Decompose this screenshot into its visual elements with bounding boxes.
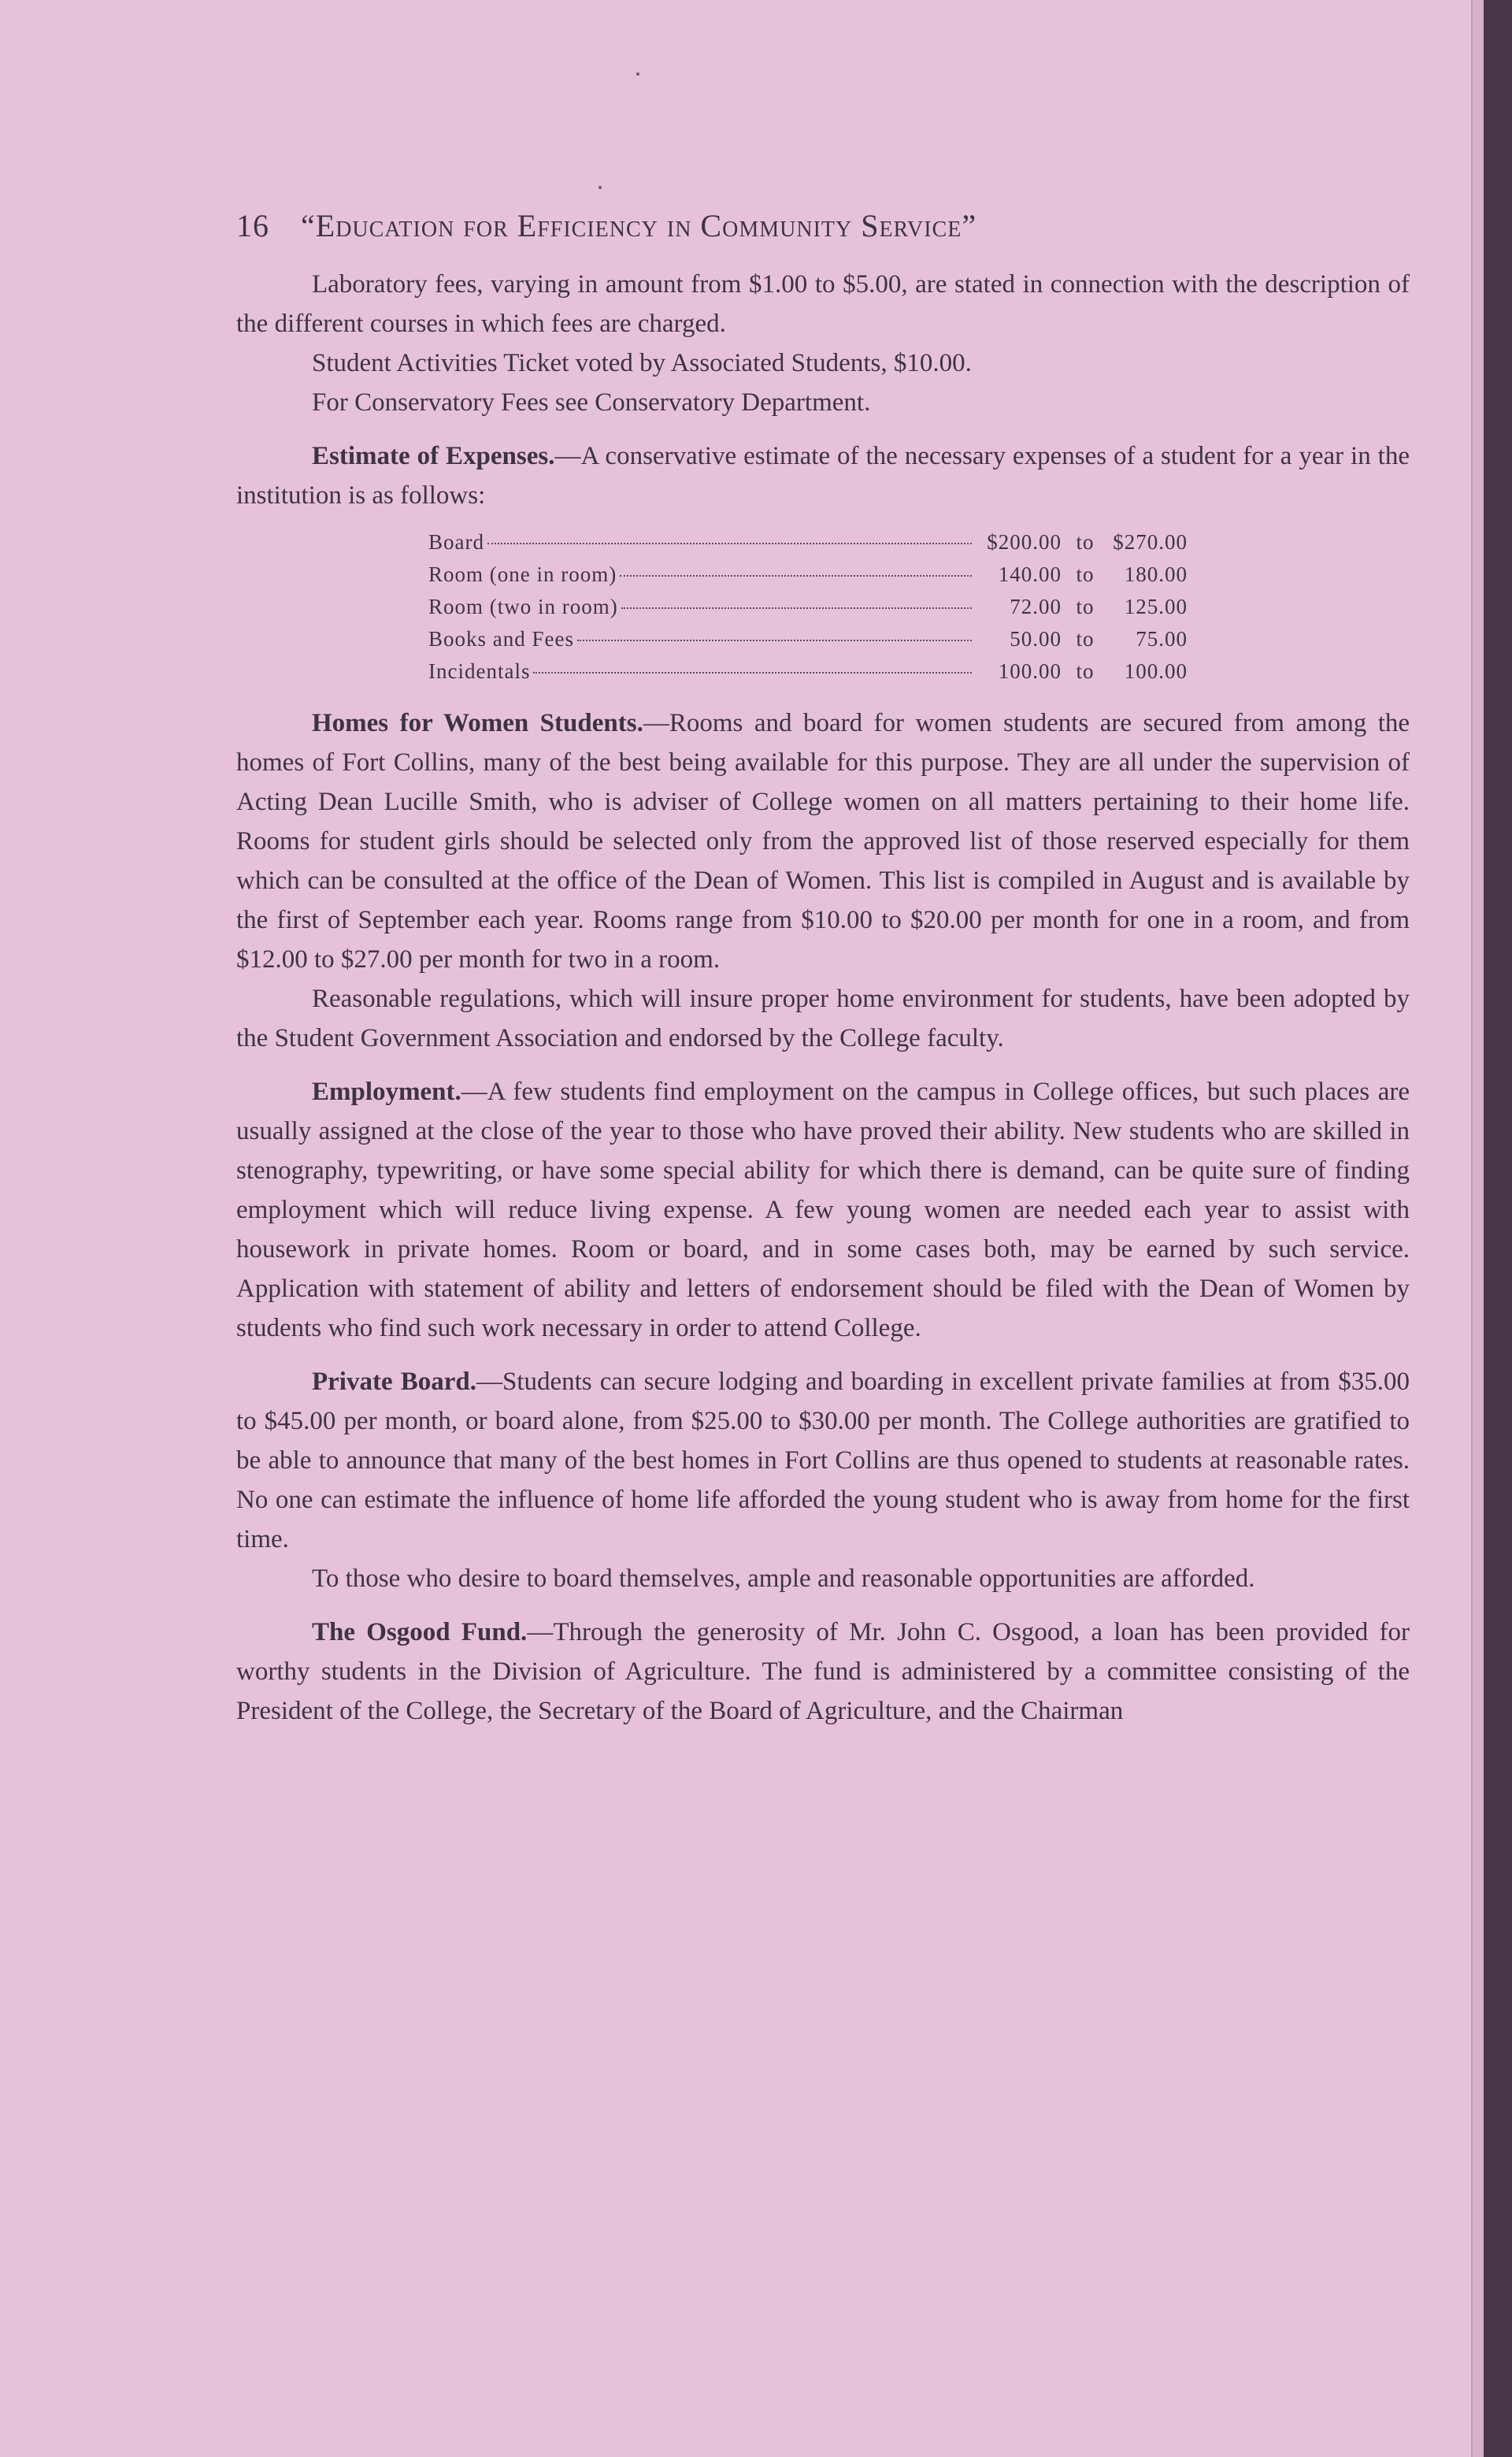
page-title: “Education for Efficiency in Community Service” <box>301 208 977 243</box>
paper-speck <box>636 72 639 76</box>
employment-heading: Employment. <box>312 1078 461 1106</box>
expense-high: $270.00 <box>1113 530 1188 554</box>
conservatory-paragraph: For Conservatory Fees see Conservatory Department. <box>312 388 871 417</box>
expense-low: 140.00 <box>998 562 1062 586</box>
table-row <box>428 526 1188 559</box>
expense-low: 72.00 <box>1010 595 1062 618</box>
leader-dots <box>533 672 972 674</box>
expense-low: 100.00 <box>998 659 1062 683</box>
board-themselves-paragraph: To those who desire to board themselves, ample and reasonable opportunities are afforded. <box>312 1564 1255 1593</box>
running-head <box>236 206 1410 246</box>
osgood-fund-heading: The Osgood Fund. <box>312 1618 528 1646</box>
paper-speck <box>598 186 602 189</box>
expense-item: Incidentals <box>428 659 531 683</box>
expenses-table <box>428 526 1188 688</box>
estimate-paragraph <box>236 436 1410 515</box>
expense-high: 180.00 <box>1124 562 1188 586</box>
expense-to: to <box>1076 562 1095 586</box>
page-content <box>236 206 1410 1731</box>
next-page-edge <box>1471 0 1484 2457</box>
private-board-heading: Private Board. <box>312 1368 476 1396</box>
private-board-paragraph <box>236 1362 1410 1559</box>
expense-item: Books and Fees <box>428 627 574 651</box>
table-row <box>428 623 1188 655</box>
expense-to: to <box>1076 595 1095 618</box>
expense-high: 75.00 <box>1136 627 1188 651</box>
employment-text: —A few students find employment on the campus in College offices, but such places are usually assigned at the close of the year to those who have proved their ability. New students who are skilled in stenography, typewriting, or have some special ability for which there is demand, can be quite sure of finding employment which will reduce living expense. A few young women are needed each year to assist with housework in private homes. Room or board, and in some cases both, may be earned by such service. Application with statement of ability and letters of endorsement should be filed with the Dean of Women by students who find such work necessary in order to attend College. <box>236 1078 1410 1342</box>
homes-heading: Homes for Women Students. <box>312 709 643 737</box>
osgood-fund-paragraph <box>236 1613 1410 1731</box>
table-row <box>428 559 1188 591</box>
expense-item: Board <box>428 530 484 554</box>
regulations-paragraph: Reasonable regulations, which will insure proper home environment for students, have been adopted by the Student Government Association and endorsed by the College faculty. <box>236 985 1410 1052</box>
expense-item: Room (one in room) <box>428 562 617 586</box>
table-row <box>428 655 1188 688</box>
leader-dots <box>577 640 972 641</box>
homes-text: —Rooms and board for women students are secured from among the homes of Fort Collins, many of the best being available for this purpose. They are all under the supervision of Acting Dean Lucille Smith, who is adviser of College women on all matters pertaining to their home life. Rooms for student girls should be selected only from the approved list of those reserved especially for them which can be consulted at the office of the Dean of Women. This list is compiled in August and is available by the first of September each year. Rooms range from $10.00 to $20.00 per month for one in a room, and from $12.00 to $27.00 per month for two in a room. <box>236 709 1410 974</box>
leader-dots <box>620 575 972 577</box>
expense-high: 125.00 <box>1124 595 1188 618</box>
osgood-fund-text: —Through the generosity of Mr. John C. Osgood, a loan has been provided for worthy students in the Division of Agriculture. The fund is administered by a committee consisting of the President of the College, the Secretary of the Board of Agriculture, and the Chairman <box>236 1618 1410 1725</box>
expense-low: 50.00 <box>1010 627 1062 651</box>
activities-paragraph: Student Activities Ticket voted by Associated Students, $10.00. <box>312 349 972 377</box>
expense-item: Room (two in room) <box>428 595 618 618</box>
expense-high: 100.00 <box>1124 659 1188 683</box>
expense-to: to <box>1076 627 1095 651</box>
expense-to: to <box>1076 530 1095 554</box>
estimate-text: —A conservative estimate of the necessary expenses of a student for a year in the institution is as follows: <box>236 442 1410 510</box>
lab-fees-paragraph: Laboratory fees, varying in amount from $1.00 to $5.00, are stated in connection with the description of the different courses in which fees are charged. <box>236 270 1410 338</box>
leader-dots <box>487 543 972 544</box>
leader-dots <box>621 607 972 609</box>
page-number: 16 <box>236 208 269 243</box>
employment-paragraph <box>236 1072 1410 1348</box>
expense-low: $200.00 <box>987 530 1062 554</box>
table-row <box>428 591 1188 623</box>
estimate-heading: Estimate of Expenses. <box>312 442 555 470</box>
homes-paragraph <box>236 703 1410 979</box>
expense-to: to <box>1076 659 1095 683</box>
private-board-text: —Students can secure lodging and boarding in excellent private families at from $35.00 to $45.00 per month, or board alone, from $25.00 to $30.00 per month. The College authorities are gratified to be able to announce that many of the best homes in Fort Collins are thus opened to students at reasonable rates. No one can estimate the influence of home life afforded the young student who is away from home for the first time. <box>236 1368 1410 1553</box>
